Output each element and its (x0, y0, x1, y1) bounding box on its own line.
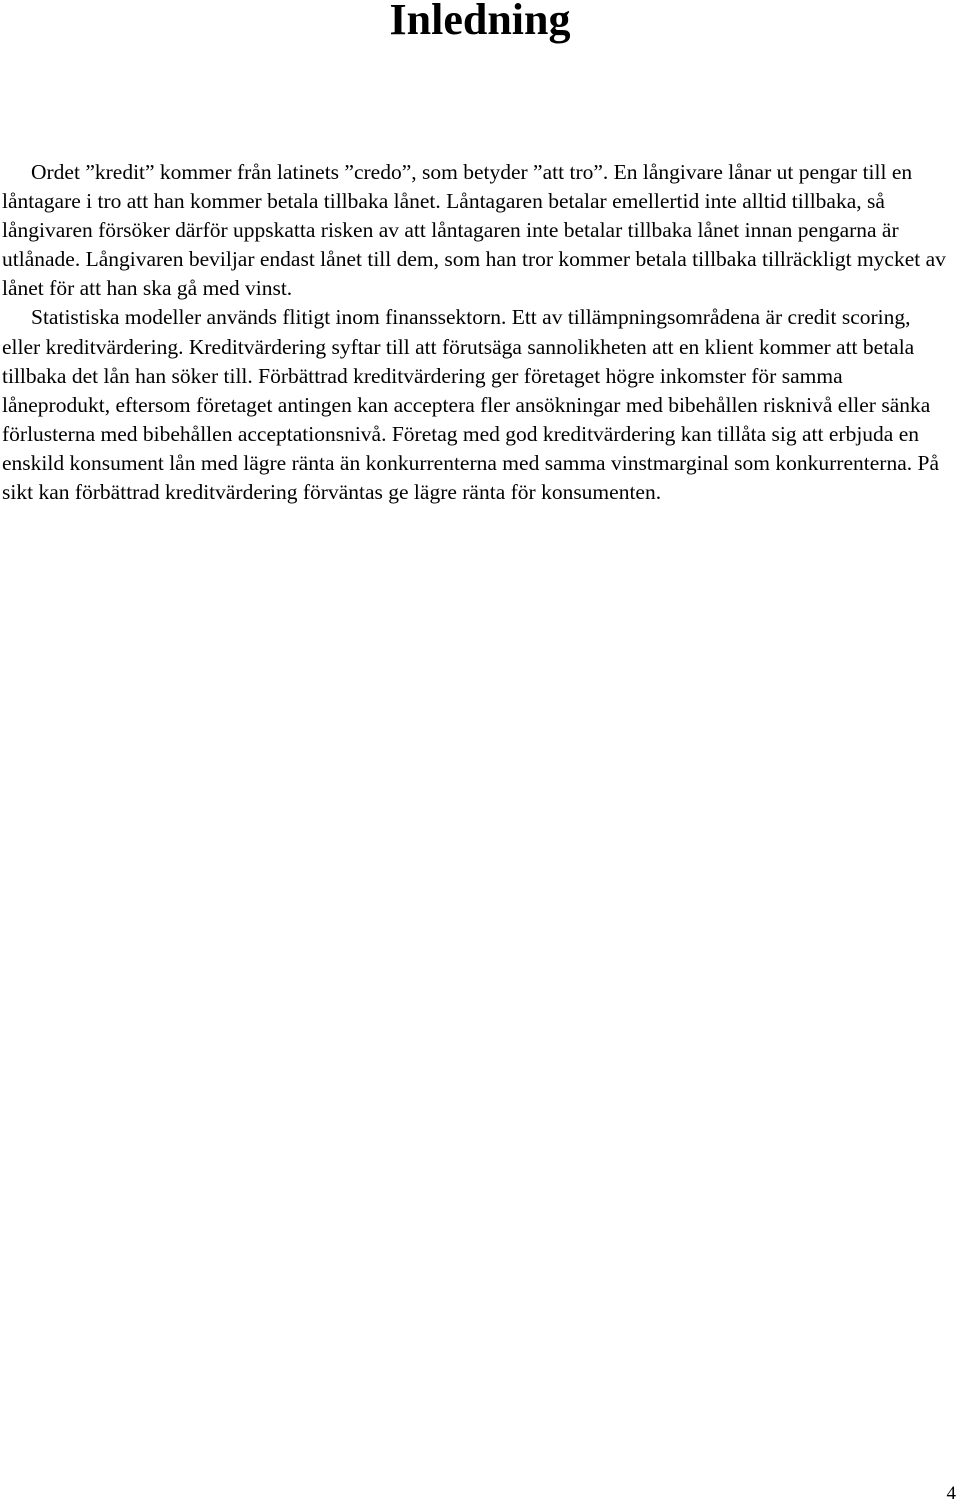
page-number: 4 (946, 1483, 956, 1504)
page-title: Inledning (389, 0, 571, 44)
paragraph-1 (2, 158, 952, 303)
body-text (2, 158, 952, 507)
paragraph-1-text: Ordet ”kredit” kommer från latinets ”credo”, som betyder ”att tro”. En långivare lånar ut pengar till en låntagare i tro att han kommer betala tillbaka lånet. Låntagaren betalar emellertid inte alltid tillbaka, så långivaren försöker därför uppskatta risken av att låntagaren inte betalar tillbaka lånet innan pengarna är utlånade. Långivaren beviljar endast lånet till dem, som han tror kommer betala tillbaka tillräckligt mycket av lånet för att han ska gå med vinst. (2, 160, 946, 301)
paragraph-2-text: Statistiska modeller används flitigt inom finanssektorn. Ett av tillämpningsområdena är credit scoring, eller kreditvärdering. Kreditvärdering syftar till att förutsäga sannolikheten att en klient kommer att betala tillbaka det lån han söker till. Förbättrad kreditvärdering ger företaget högre inkomster för samma låneprodukt, eftersom företaget antingen kan acceptera fler ansökningar med bibehållen risknivå eller sänka förlusterna med bibehållen acceptationsnivå. Företag med god kreditvärdering kan tillåta sig att erbjuda en enskild konsument lån med lägre ränta än konkurrenterna med samma vinstmarginal som konkurrenterna. På sikt kan förbättrad kreditvärdering förväntas ge lägre ränta för konsumenten. (2, 305, 939, 505)
paragraph-2 (2, 303, 952, 507)
